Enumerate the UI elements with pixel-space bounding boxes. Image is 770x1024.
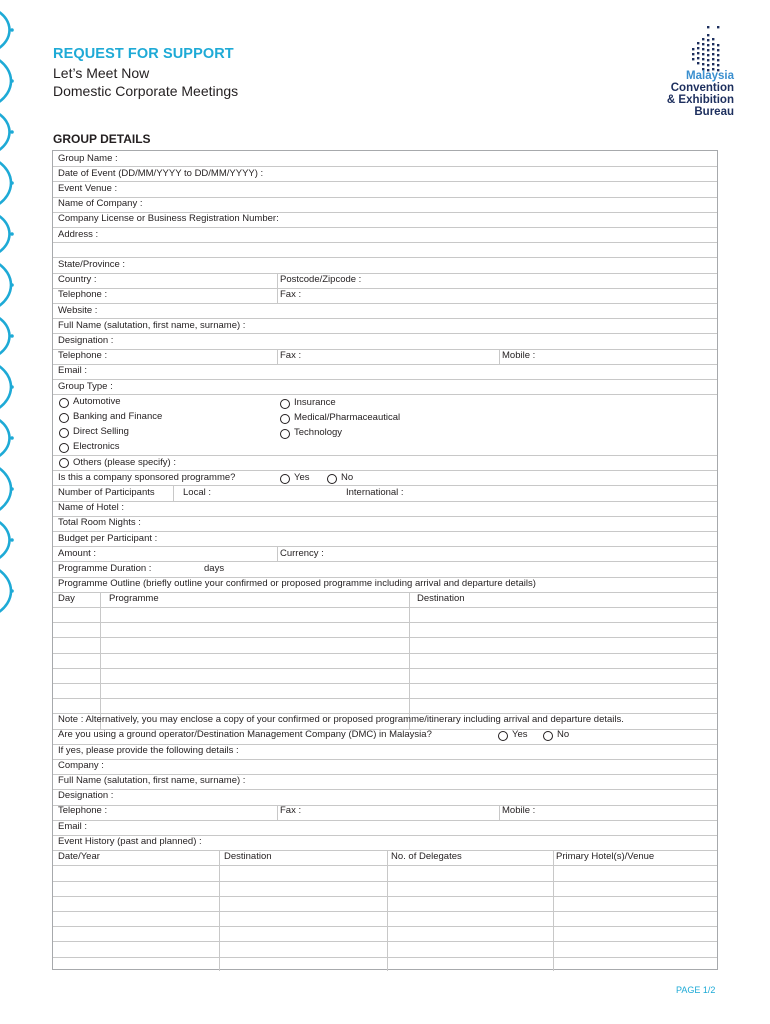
logo-malaysia: Malaysia bbox=[686, 70, 734, 82]
col-programme: Programme bbox=[109, 593, 159, 605]
label-website: Website : bbox=[58, 304, 98, 316]
option-banking: Banking and Finance bbox=[73, 411, 163, 422]
label-license: Company License or Business Registration Number: bbox=[58, 213, 279, 225]
label-duration: Programme Duration : bbox=[58, 563, 152, 574]
option-sponsored-yes: Yes bbox=[294, 471, 310, 483]
label-event-history: Event History (past and planned) : bbox=[58, 835, 202, 847]
col-destination: Destination bbox=[417, 593, 465, 605]
mycEB-logo bbox=[640, 24, 740, 119]
label-event-venue: Event Venue : bbox=[58, 183, 118, 194]
label-dmc-question: Are you using a ground operator/Destination Management Company (DMC) in Malaysia? bbox=[58, 729, 432, 741]
group-details-form bbox=[52, 150, 718, 970]
label-group-name: Group Name : bbox=[58, 152, 118, 164]
label-dmc-telephone: Telephone : bbox=[58, 805, 108, 817]
label-fax: Fax : bbox=[280, 289, 302, 301]
label-state: State/Province : bbox=[58, 259, 126, 270]
logo-bureau: Bureau bbox=[694, 106, 734, 118]
label-dmc-company: Company : bbox=[58, 759, 104, 771]
label-dmc-email: Email : bbox=[58, 820, 88, 832]
label-dmc-fax: Fax : bbox=[280, 805, 302, 817]
option-insurance: Insurance bbox=[294, 396, 336, 408]
label-participants: Number of Participants bbox=[58, 487, 155, 498]
radio-dmc-yes[interactable] bbox=[498, 731, 508, 741]
label-amount: Amount : bbox=[58, 547, 97, 559]
col-day: Day bbox=[58, 593, 75, 605]
col-delegates: No. of Delegates bbox=[391, 851, 462, 862]
page-number: PAGE 1/2 bbox=[676, 985, 716, 995]
radio-sponsored-yes[interactable] bbox=[280, 474, 290, 484]
form-subtitle: Let’s Meet Now bbox=[53, 65, 150, 81]
label-date-of-event: Date of Event (DD/MM/YYYY to DD/MM/YYYY) : bbox=[58, 167, 264, 179]
label-budget: Budget per Participant : bbox=[58, 532, 158, 544]
radio-electronics[interactable] bbox=[59, 443, 69, 453]
option-technology: Technology bbox=[294, 427, 343, 439]
label-note: Note : Alternatively, you may enclose a copy of your confirmed or proposed programme/itinerary including arrival and departure details. bbox=[58, 714, 624, 726]
option-others: Others (please specify) : bbox=[73, 456, 176, 468]
label-group-type: Group Type : bbox=[58, 380, 113, 392]
label-postcode: Postcode/Zipcode : bbox=[280, 274, 362, 286]
radio-automotive[interactable] bbox=[59, 398, 69, 408]
option-dmc-yes: Yes bbox=[512, 729, 528, 741]
form-subtitle-2: Domestic Corporate Meetings bbox=[53, 83, 239, 99]
option-dmc-no: No bbox=[557, 729, 570, 741]
label-outline: Programme Outline (briefly outline your confirmed or proposed programme including arrival and departure details) bbox=[58, 578, 536, 590]
col-primary-hotel: Primary Hotel(s)/Venue bbox=[556, 851, 655, 862]
label-mobile: Mobile : bbox=[502, 350, 536, 362]
option-sponsored-no: No bbox=[341, 471, 354, 483]
label-if-yes: If yes, please provide the following details : bbox=[58, 744, 239, 756]
label-international: International : bbox=[346, 487, 404, 498]
option-medical: Medical/Pharmaceautical bbox=[294, 412, 401, 423]
section-title: GROUP DETAILS bbox=[53, 132, 151, 146]
logo-exhibition: & Exhibition bbox=[666, 94, 734, 106]
radio-sponsored-no[interactable] bbox=[327, 474, 337, 484]
label-local: Local : bbox=[183, 487, 211, 498]
label-sponsored-question: Is this a company sponsored programme? bbox=[58, 471, 236, 483]
radio-medical[interactable] bbox=[280, 414, 290, 424]
label-address: Address : bbox=[58, 228, 99, 240]
radio-technology[interactable] bbox=[280, 429, 290, 439]
label-fax-2: Fax : bbox=[280, 350, 302, 362]
label-room-nights: Total Room Nights : bbox=[58, 517, 141, 529]
label-dmc-full-name: Full Name (salutation, first name, surname) : bbox=[58, 775, 246, 786]
label-email: Email : bbox=[58, 365, 88, 377]
radio-others[interactable] bbox=[59, 458, 69, 468]
label-company-name: Name of Company : bbox=[58, 198, 143, 210]
label-dmc-designation: Designation : bbox=[58, 790, 114, 802]
label-designation: Designation : bbox=[58, 335, 114, 346]
option-electronics: Electronics bbox=[73, 441, 120, 453]
option-direct-selling: Direct Selling bbox=[73, 426, 129, 438]
form-title: REQUEST FOR SUPPORT bbox=[53, 46, 234, 62]
decorative-border bbox=[0, 0, 20, 620]
radio-banking[interactable] bbox=[59, 413, 69, 423]
option-automotive: Automotive bbox=[73, 395, 121, 407]
label-currency: Currency : bbox=[280, 547, 324, 559]
col-history-destination: Destination bbox=[224, 851, 272, 862]
radio-direct-selling[interactable] bbox=[59, 428, 69, 438]
label-telephone: Telephone : bbox=[58, 289, 108, 301]
label-country: Country : bbox=[58, 274, 97, 286]
radio-dmc-no[interactable] bbox=[543, 731, 553, 741]
logo-convention: Convention bbox=[670, 82, 734, 94]
label-telephone-2: Telephone : bbox=[58, 350, 108, 362]
label-dmc-mobile: Mobile : bbox=[502, 805, 536, 817]
label-full-name: Full Name (salutation, first name, surname) : bbox=[58, 319, 246, 331]
col-date-year: Date/Year bbox=[58, 851, 100, 862]
radio-insurance[interactable] bbox=[280, 399, 290, 409]
label-hotel: Name of Hotel : bbox=[58, 502, 124, 514]
label-days: days bbox=[204, 563, 225, 574]
